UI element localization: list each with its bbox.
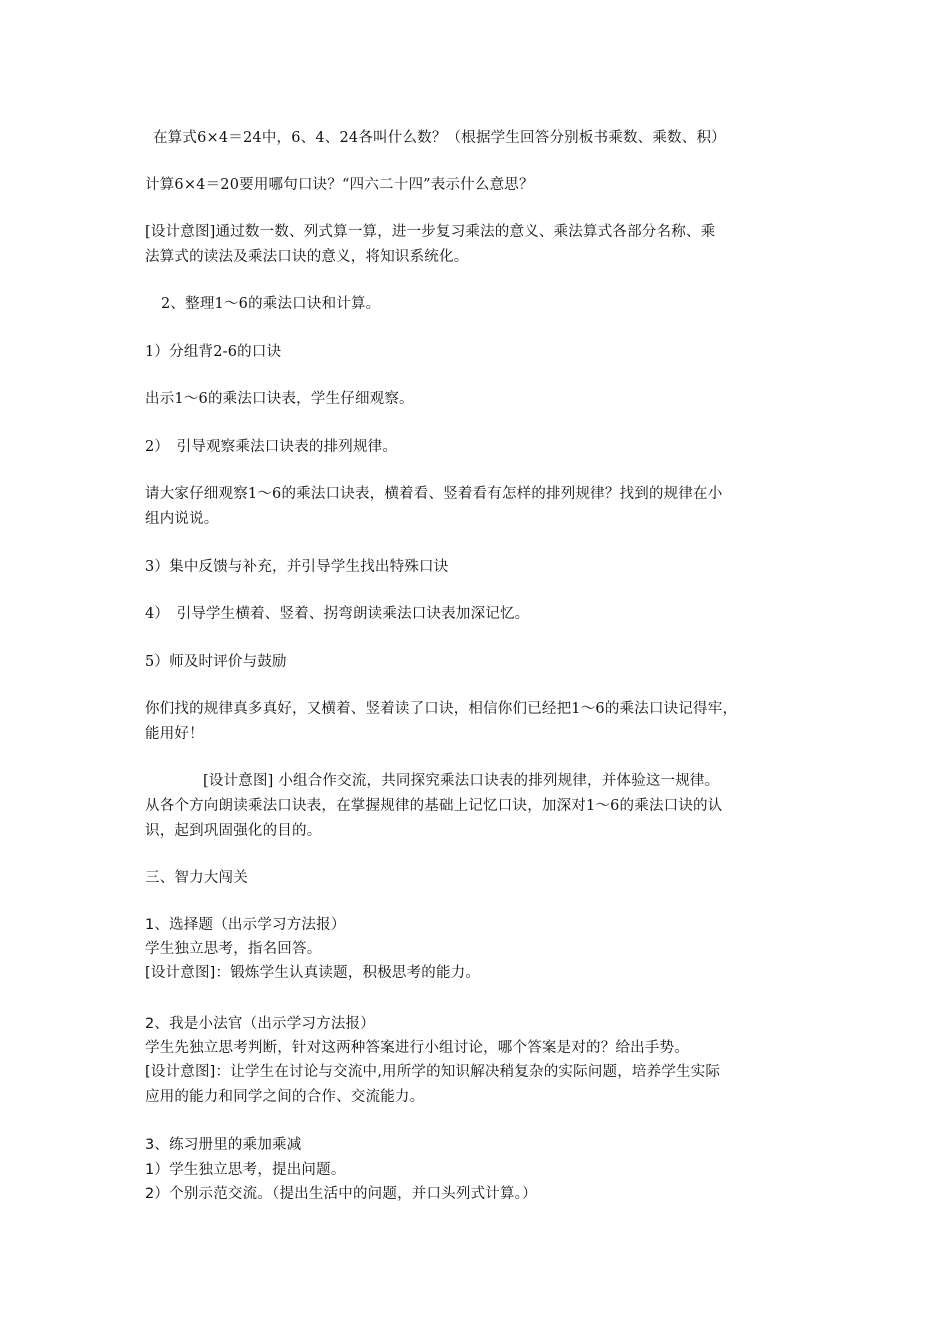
text-line: 4） 引导学生横着、竖着、拐弯朗读乘法口诀表加深记忆。: [145, 606, 530, 622]
text-line: 学生先独立思考判断，针对这两种答案进行小组讨论，哪个答案是对的？给出手势。: [145, 1040, 689, 1056]
text-line: [设计意图]：让学生在讨论与交流中,用所学的知识解决稍复杂的实际问题，培养学生实际: [145, 1064, 721, 1080]
text-line: 能用好！: [145, 726, 204, 742]
text-line: 1）学生独立思考，提出问题。: [145, 1162, 346, 1178]
text-line: 2、我是小法官（出示学习方法报）: [145, 1016, 375, 1032]
text-line: 学生独立思考，指名回答。: [145, 941, 322, 957]
text-line: 2）个别示范交流。（提出生活中的问题，并口头列式计算。）: [145, 1186, 537, 1202]
text-line: 你们找的规律真多真好，又横着、竖着读了口诀，相信你们已经把1～6的乘法口诀记得牢，: [145, 701, 738, 717]
text-line: 5）师及时评价与鼓励: [145, 654, 287, 670]
text-line: [设计意图]：锻炼学生认真读题，积极思考的能力。: [145, 965, 481, 981]
text-line: 在算式6×4＝24中，6、4、24各叫什么数？（根据学生回答分别板书乘数、乘数、积）: [153, 130, 726, 146]
text-line: 1、选择题（出示学习方法报）: [145, 917, 346, 933]
text-line: 请大家仔细观察1～6的乘法口诀表，横着看、竖着看有怎样的排列规律？找到的规律在小: [145, 486, 723, 502]
text-line: 组内说说。: [145, 511, 219, 527]
text-line: [设计意图]通过数一数、列式算一算，进一步复习乘法的意义、乘法算式各部分名称、乘: [145, 224, 716, 240]
text-line: 应用的能力和同学之间的合作、交流能力。: [145, 1089, 425, 1105]
text-line: [设计意图] 小组合作交流，共同探究乘法口诀表的排列规律，并体验这一规律。: [203, 773, 720, 789]
text-line: 出示1～6的乘法口诀表，学生仔细观察。: [145, 391, 414, 407]
text-line: 从各个方向朗读乘法口诀表，在掌握规律的基础上记忆口诀，加深对1～6的乘法口诀的认: [145, 798, 723, 814]
text-line: 法算式的读法及乘法口诀的意义，将知识系统化。: [145, 249, 469, 265]
section-heading: 三、智力大闯关: [145, 870, 248, 886]
text-line: 3）集中反馈与补充，并引导学生找出特殊口诀: [145, 559, 449, 575]
text-line: 3、练习册里的乘加乘减: [145, 1137, 302, 1153]
text-line: 识，起到巩固强化的目的。: [145, 823, 322, 839]
section-heading: 2、整理1～6的乘法口诀和计算。: [161, 296, 381, 312]
text-line: 计算6×4＝20要用哪句口诀？“四六二十四”表示什么意思？: [145, 177, 534, 193]
text-line: 2） 引导观察乘法口诀表的排列规律。: [145, 439, 398, 455]
text-line: 1）分组背2-6的口诀: [145, 344, 282, 360]
